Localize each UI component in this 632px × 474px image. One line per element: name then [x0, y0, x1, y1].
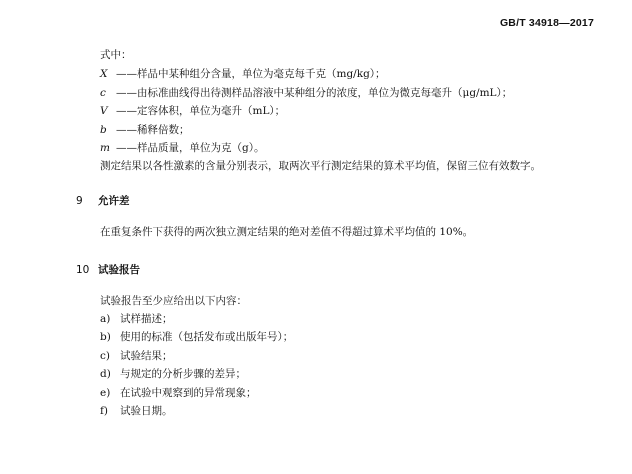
list-item	[100, 386, 257, 400]
definition-item	[100, 104, 285, 118]
section-heading	[76, 193, 130, 208]
definition-item	[100, 86, 512, 100]
definition-item	[100, 123, 190, 137]
section-paragraph: 试验报告至少应给出以下内容：	[100, 295, 247, 307]
list-text: 使用的标准（包括发布或出版年号）；	[120, 331, 294, 343]
section-heading	[76, 262, 140, 277]
definition-text: ——由标准曲线得出待测样品溶液中某种组分的浓度，单位为微克每毫升（μg/mL）；	[116, 87, 513, 99]
list-item	[100, 330, 293, 344]
definition-symbol: b	[100, 124, 107, 136]
definition-text: ——样品质量，单位为克（g）。	[116, 142, 265, 154]
list-text: 试验结果；	[120, 350, 173, 362]
definition-symbol: m	[100, 142, 110, 154]
section-number: 10	[76, 264, 90, 276]
list-text: 试验日期。	[120, 405, 173, 417]
formula-where-label: 式中：	[100, 49, 132, 61]
definition-text: ——定容体积，单位为毫升（mL）；	[116, 105, 286, 117]
section-number: 9	[76, 195, 83, 207]
definition-text: ——稀释倍数；	[116, 124, 190, 136]
section-title: 试验报告	[98, 264, 140, 276]
definition-symbol: V	[100, 105, 108, 117]
list-label: b)	[100, 331, 111, 343]
list-label: a)	[100, 313, 111, 325]
list-label: e)	[100, 387, 111, 399]
list-label: c)	[100, 350, 110, 362]
section-paragraph: 在重复条件下获得的两次独立测定结果的绝对差值不得超过算术平均值的 10%。	[100, 226, 474, 238]
list-label: f)	[100, 405, 108, 417]
list-text: 试样描述；	[120, 313, 173, 325]
list-item	[100, 312, 173, 326]
list-item	[100, 349, 173, 363]
list-text: 在试验中观察到的异常现象；	[120, 387, 257, 399]
definition-symbol: c	[100, 87, 106, 99]
list-text: 与规定的分析步骤的差异；	[120, 368, 246, 380]
section-title: 允许差	[98, 195, 130, 207]
result-note: 测定结果以各性激素的含量分别表示，取两次平行测定结果的算术平均值，保留三位有效数字。	[100, 160, 541, 172]
definition-symbol: X	[100, 68, 108, 80]
definition-item	[100, 67, 386, 81]
list-item	[100, 404, 173, 418]
list-label: d)	[100, 368, 111, 380]
list-item	[100, 367, 246, 381]
standard-number: GB/T 34918—2017	[499, 17, 594, 29]
definition-item	[100, 141, 264, 155]
definition-text: ——样品中某种组分含量，单位为毫克每千克（mg/kg）；	[116, 68, 386, 80]
